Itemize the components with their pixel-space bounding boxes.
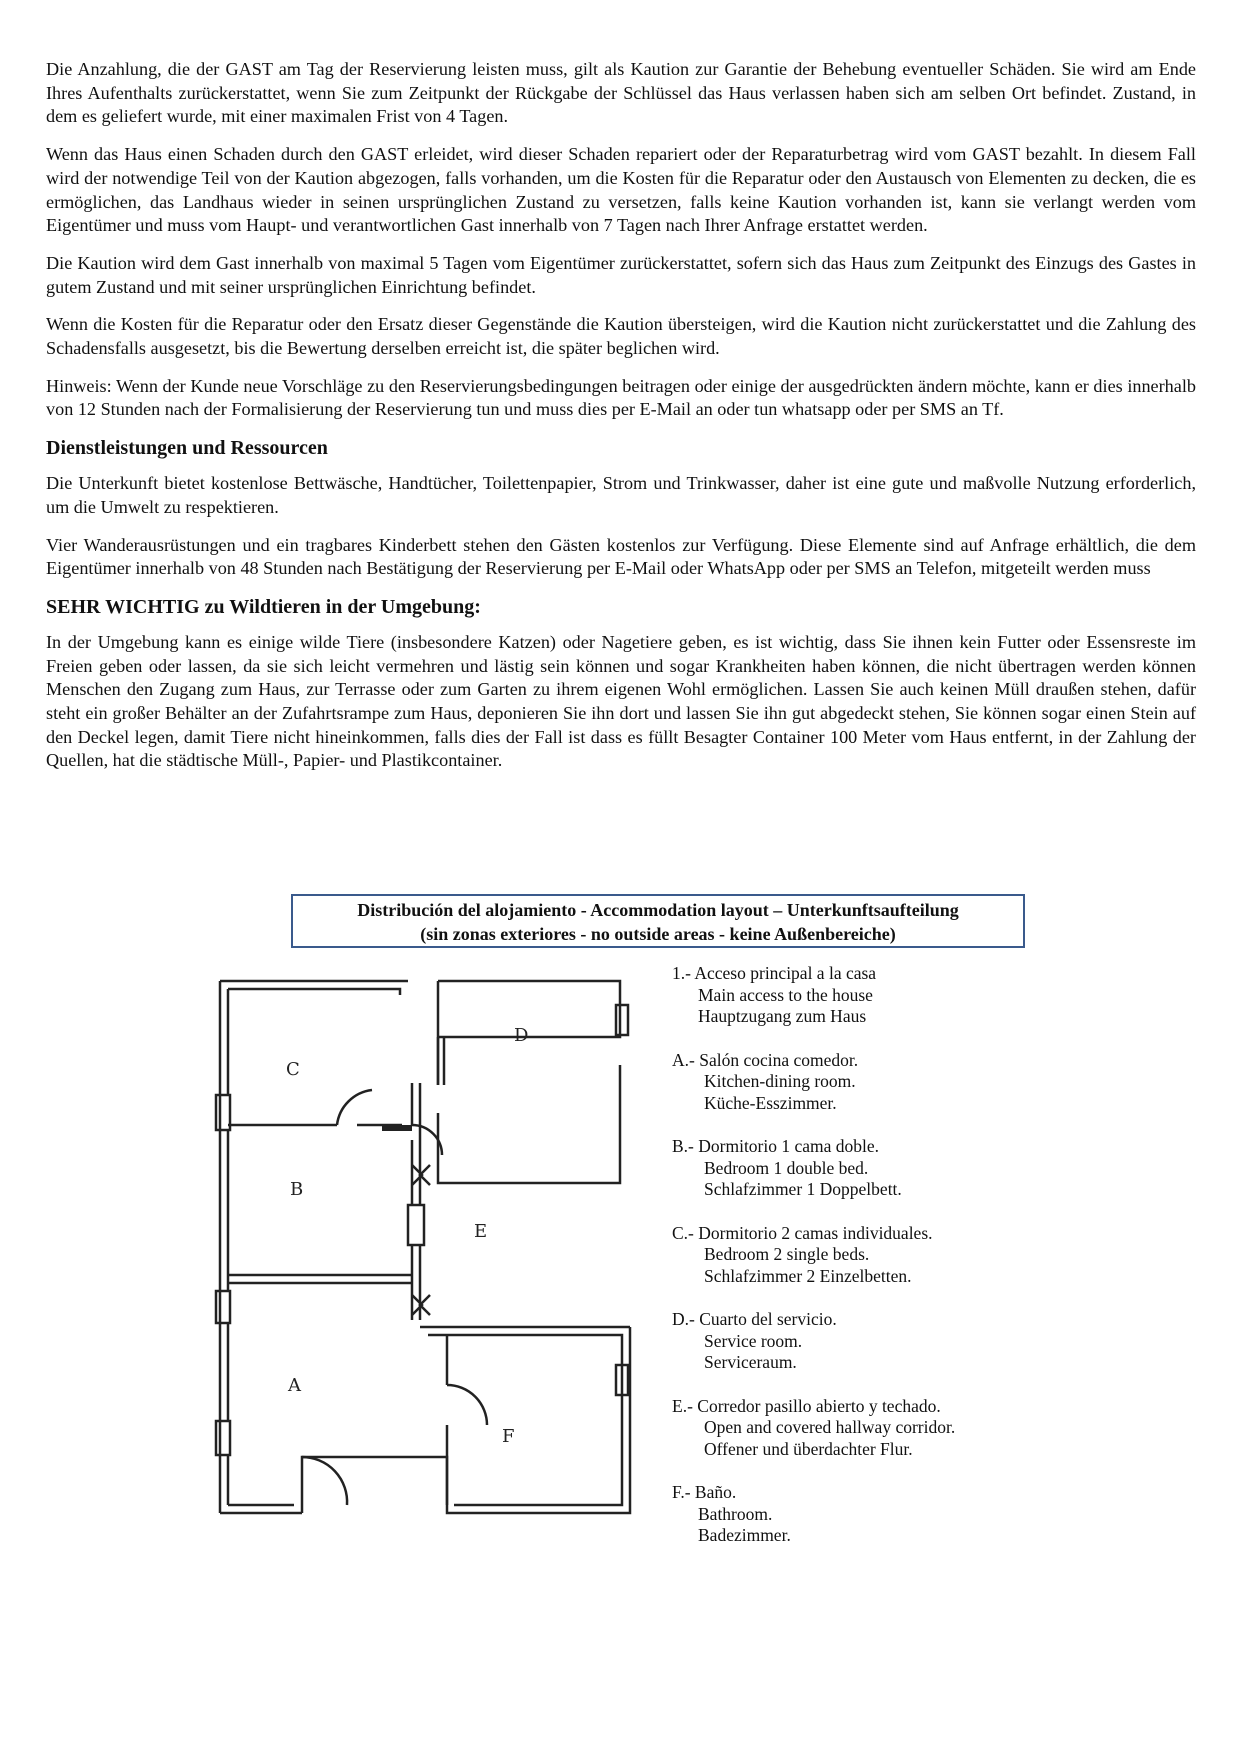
- paragraph-damage: Wenn das Haus einen Schaden durch den GAST erleidet, wird dieser Schaden repariert oder der Reparaturbetrag wird vom GAST bezahlt. In diesem Fall wird der notwendige Teil von der Kaution abgezogen, falls vorhanden, um die Kosten für die Reparatur oder den Austausch von Elementen zu decken, die es ermöglichen, das Landhaus wieder in seinen ursprünglichen Zustand zu versetzen, falls keine Kaution vorhanden ist, kann sie verlangt werden vom Eigentümer und muss vom Haupt- und verantwortlichen Gast innerhalb von 7 Tagen nach Ihrer Anfrage erstattet werden.: [46, 144, 1196, 236]
- legend-en: Kitchen-dining room.: [704, 1071, 856, 1091]
- services-heading: Dienstleistungen und Ressourcen: [46, 437, 328, 460]
- floor-plan-diagram: [212, 965, 632, 1525]
- legend-de: Küche-Esszimmer.: [704, 1092, 837, 1113]
- door-handle: [382, 1125, 412, 1131]
- layout-legend: [672, 963, 1072, 1569]
- legend-item: [672, 1396, 1072, 1461]
- room-label-d: D: [514, 1025, 529, 1046]
- paragraph-refund: Die Kaution wird dem Gast innerhalb von maximal 5 Tagen vom Eigentümer zurückerstattet, sofern sich das Haus zum Zeitpunkt des Einzugs des Gastes in gutem Zustand und mit seiner ursprünglichen Einrichtung befindet.: [46, 252, 1196, 297]
- legend-en: Service room.: [704, 1330, 803, 1351]
- legend-item: [672, 963, 1072, 1028]
- legend-de: Serviceraum.: [704, 1352, 797, 1372]
- legend-de: Schlafzimmer 1 Doppelbett.: [704, 1179, 902, 1199]
- paragraph-wildlife: In der Umgebung kann es einige wilde Tiere (insbesondere Katzen) oder Nagetiere geben, es ist wichtig, dass Sie ihnen kein Futter oder Essensreste im Freien geben oder lassen, da sie sich leicht vermehren und lästig sein können und sogar Krankheiten haben können, die nicht übertragen werden können Menschen den Zugang zum Haus, zur Terrasse oder zum Garten zu ihrem eigenen Wohl ermöglichen. Lassen Sie auch keinen Müll draußen stehen, dafür steht ein großer Behälter an der Zufahrtsrampe zum Haus, deponieren Sie ihn dort und lassen Sie ihn gut abgedeckt stehen, Sie können sogar einen Stein auf den Deckel legen, damit Tiere nicht hineinkommen, falls dies der Fall ist dass es füllt Besagter Container 100 Meter vom Haus entfernt, in der Zahlung der Quellen, hat die städtische Müll-, Papier- und Plastikcontainer.: [46, 631, 1196, 771]
- paragraph-services: Die Unterkunft bietet kostenlose Bettwäsche, Handtücher, Toilettenpapier, Strom und Trinkwasser, daher ist eine gute und maßvolle Nutzung erforderlich, um die Umwelt zu respektieren.: [46, 473, 1196, 517]
- legend-de: Offener und überdachter Flur.: [704, 1438, 913, 1459]
- legend-de: Badezimmer.: [698, 1525, 791, 1545]
- legend-de: Schlafzimmer 2 Einzelbetten.: [704, 1265, 912, 1286]
- legend-item: [672, 1309, 1072, 1374]
- legend-en: Bathroom.: [698, 1503, 773, 1524]
- paragraph-repair-costs: Wenn die Kosten für die Reparatur oder den Ersatz dieser Gegenstände die Kaution übersteigen, wird die Kaution nicht zurückerstattet und die Zahlung des Schadensfalls ausgesetzt, bis die Bewertung derselben erreicht ist, die später beglichen wird.: [46, 314, 1196, 359]
- legend-es: A.- Salón cocina comedor.: [672, 1049, 859, 1070]
- wildlife-heading: SEHR WICHTIG zu Wildtieren in der Umgebung:: [46, 595, 481, 618]
- legend-es: E.- Corredor pasillo abierto y techado.: [672, 1395, 941, 1416]
- legend-item: [672, 1050, 1072, 1115]
- room-label-f: F: [502, 1426, 515, 1447]
- layout-title: Distribución del alojamiento - Accommodation layout – Unterkunftsaufteilung: [357, 900, 959, 920]
- legend-es: 1.- Acceso principal a la casa: [672, 963, 877, 983]
- legend-es: B.- Dormitorio 1 cama doble.: [672, 1136, 880, 1156]
- legend-item: [672, 1482, 1072, 1547]
- legend-item: [672, 1223, 1072, 1288]
- paragraph-note: Hinweis: Wenn der Kunde neue Vorschläge zu den Reservierungsbedingungen beitragen oder einige der ausgedrückten ändern möchte, kann er dies innerhalb von 12 Stunden nach der Formalisierung der Reservierung tun und muss dies per E-Mail an oder tun whatsapp oder per SMS an Tf.: [46, 375, 1196, 420]
- legend-item: [672, 1136, 1072, 1201]
- room-label-a: A: [288, 1375, 301, 1396]
- legend-es: C.- Dormitorio 2 camas individuales.: [672, 1222, 933, 1243]
- room-label-b: B: [290, 1179, 304, 1200]
- legend-en: Bedroom 1 double bed.: [704, 1157, 869, 1178]
- legend-en: Bedroom 2 single beds.: [704, 1244, 870, 1264]
- legend-de: Hauptzugang zum Haus: [698, 1006, 867, 1026]
- legend-en: Open and covered hallway corridor.: [704, 1417, 956, 1437]
- body-text: [46, 58, 1196, 787]
- paragraph-equipment: Vier Wanderausrüstungen und ein tragbares Kinderbett stehen den Gästen kostenlos zur Verfügung. Diese Elemente sind auf Anfrage erhältlich, die dem Eigentümer innerhalb von 48 Stunden nach Bestätigung der Reservierung per E-Mail oder WhatsApp oder per SMS an Telefon, mitgeteilt werden muss: [46, 534, 1196, 579]
- layout-subtitle: (sin zonas exteriores - no outside areas - keine Außenbereiche): [420, 924, 896, 944]
- room-label-e: E: [474, 1221, 488, 1242]
- legend-es: F.- Baño.: [672, 1482, 737, 1502]
- legend-en: Main access to the house: [698, 984, 873, 1005]
- layout-title-box: [291, 894, 1025, 948]
- paragraph-deposit: Die Anzahlung, die der GAST am Tag der Reservierung leisten muss, gilt als Kaution zur Garantie der Behebung eventueller Schäden. Sie wird am Ende Ihres Aufenthalts zurückerstattet, wenn Sie zum Zeitpunkt der Rückgabe der Schlüssel das Haus verlassen haben sich am selben Ort befindet. Zustand, in dem es geliefert wurde, mit einer maximalen Frist von 4 Tagen.: [46, 59, 1196, 127]
- room-label-c: C: [286, 1059, 300, 1080]
- legend-es: D.- Cuarto del servicio.: [672, 1309, 837, 1329]
